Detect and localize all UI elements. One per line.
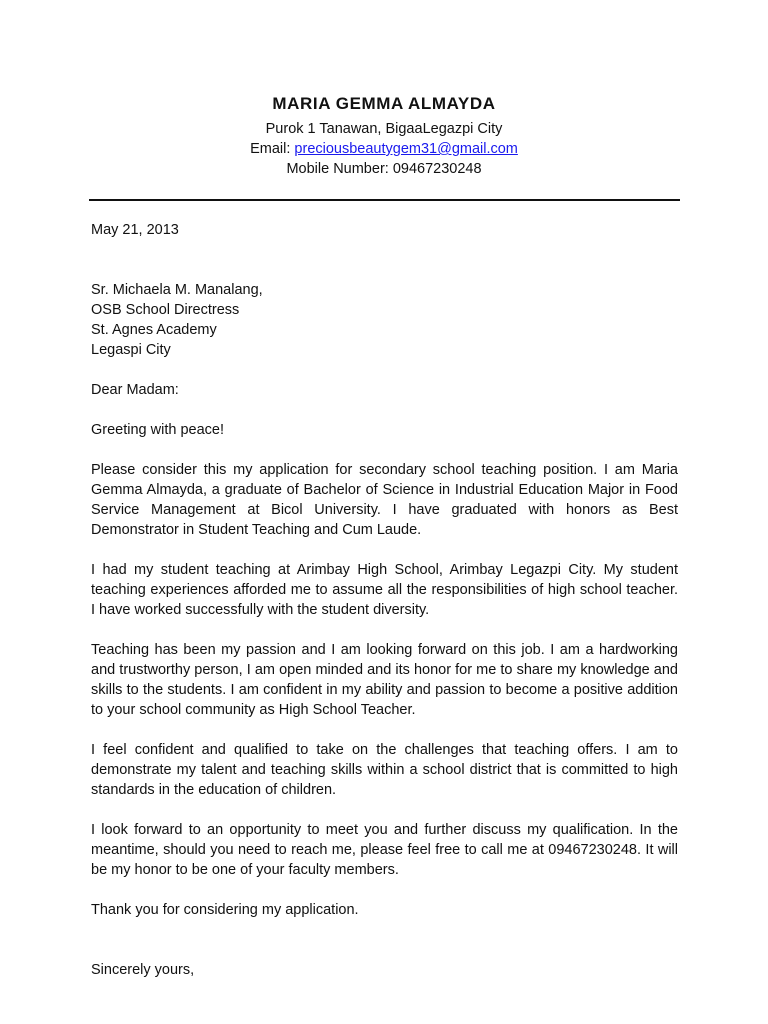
- letter-body: [91, 220, 678, 980]
- signoff: Sincerely yours,: [91, 962, 195, 978]
- paragraph-application: Please consider this my application for secondary school teaching position. I am Maria Gemma Almayda, a graduate of Bachelor of Science in Industrial Education Major in Food Service Management at Bicol University. I have graduated with honors as Best Demonstrator in Student Teaching and Cum Laude.: [91, 462, 678, 538]
- paragraph-qualified: I feel confident and qualified to take on the challenges that teaching offers. I am to demonstrate my talent and teaching skills within a school district that is committed to high standards in the education of children.: [91, 742, 678, 798]
- paragraph-student-teaching: I had my student teaching at Arimbay High School, Arimbay Legazpi City. My student teaching experiences afforded me to assume all the responsibilities of high school teacher. I have worked successfully with the student diversity.: [91, 562, 678, 618]
- recipient-name: Sr. Michaela M. Manalang,: [91, 282, 263, 298]
- paragraph-contact: I look forward to an opportunity to meet you and further discuss my qualification. In the meantime, should you need to reach me, please feel free to call me at 09467230248. It will be my honor to be one of your faculty members.: [91, 822, 678, 878]
- applicant-mobile: Mobile Number: 09467230248: [286, 161, 482, 177]
- header-divider: [89, 199, 680, 201]
- applicant-email-line: [0, 139, 768, 159]
- salutation: Dear Madam:: [91, 382, 179, 398]
- closing-thanks: Thank you for considering my application.: [91, 902, 359, 918]
- recipient-city: Legaspi City: [91, 342, 171, 358]
- applicant-address: Purok 1 Tanawan, BigaaLegazpi City: [265, 121, 503, 137]
- letterhead: [0, 94, 768, 179]
- paragraph-passion: Teaching has been my passion and I am looking forward on this job. I am a hardworking and trustworthy person, I am open minded and its honor for me to share my knowledge and skills to the students. I am confident in my ability and passion to become a positive addition to your school community as High School Teacher.: [91, 642, 678, 718]
- email-link[interactable]: preciousbeautygem31@gmail.com: [294, 141, 518, 157]
- recipient-block: [91, 280, 678, 360]
- greeting: Greeting with peace!: [91, 422, 224, 438]
- email-label: Email:: [250, 141, 295, 157]
- recipient-school: St. Agnes Academy: [91, 322, 217, 338]
- letter-date: May 21, 2013: [91, 222, 179, 238]
- recipient-title: OSB School Directress: [91, 302, 240, 318]
- applicant-name: MARIA GEMMA ALMAYDA: [272, 94, 496, 113]
